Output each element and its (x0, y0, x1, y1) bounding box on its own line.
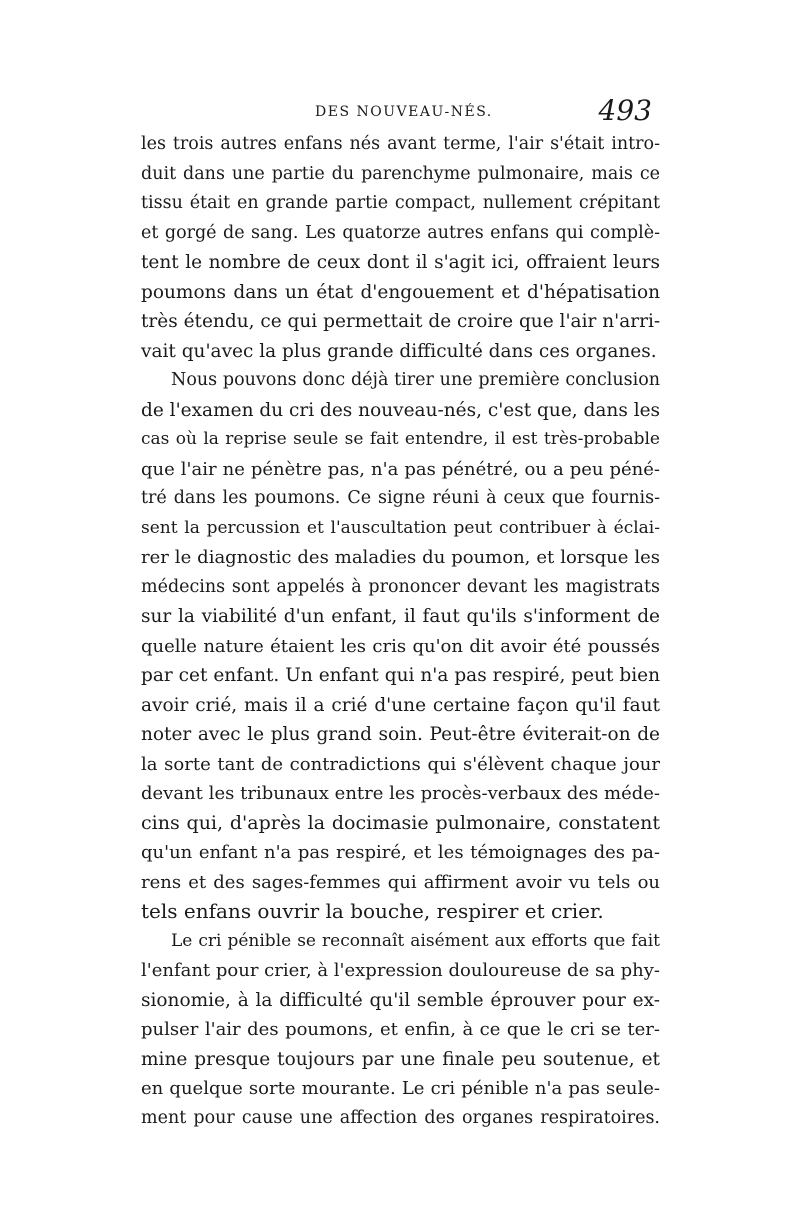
text-line: par cet enfant. Un enfant qui n'a pas respiré, peut bien (141, 665, 660, 686)
text-line: que l'air ne pénètre pas, n'a pas pénétré, ou a peu péné- (141, 458, 660, 480)
text-line: qu'un enfant n'a pas respiré, et les témoignages des pa- (141, 842, 660, 863)
text-line: et gorgé de sang. Les quatorze autres enfans qui complè- (141, 222, 660, 243)
text-line: l'enfant pour crier, à l'expression douloureuse de sa phy- (141, 960, 661, 981)
text-line: de l'examen du cri des nouveau-nés, c'est que, dans les (141, 399, 661, 421)
text-line: tels enfans ouvrir la bouche, respirer et crier. (141, 899, 604, 923)
page-number: 493 (598, 94, 652, 127)
text-line: sionomie, à la difficulté qu'il semble éprouver pour ex- (141, 989, 660, 1011)
text-line: quelle nature étaient les cris qu'on dit avoir été poussés (141, 635, 660, 657)
text-line: très étendu, ce qui permettait de croire que l'air n'arri- (141, 311, 661, 332)
text-line: pulser l'air des poumons, et enfin, à ce que le cri se ter- (141, 1019, 660, 1040)
text-line: les trois autres enfans nés avant terme, l'air s'était intro- (141, 134, 660, 154)
text-line: devant les tribunaux entre les procès-verbaux des méde- (141, 783, 660, 804)
text-line: rer le diagnostic des maladies du poumon, et lorsque les (141, 547, 660, 568)
text-line: en quelque sorte mourante. Le cri pénible n'a pas seule- (141, 1078, 660, 1099)
text-line: vait qu'avec la plus grande difficulté dans ces organes. (141, 340, 657, 362)
text-line: médecins sont appelés à prononcer devant les magistrats (141, 576, 660, 597)
text-line: duit dans une partie du parenchyme pulmonaire, mais ce (141, 163, 660, 184)
text-line: Nous pouvons donc déjà tirer une première conclusion (171, 370, 660, 390)
text-line: noter avec le plus grand soin. Peut-être éviterait-on de (141, 724, 660, 745)
text-line: rens et des sages-femmes qui affirment avoir vu tels ou (141, 871, 660, 893)
text-line: ment pour cause une affection des organes respiratoires. (141, 1107, 660, 1128)
text-line: poumons dans un état d'engouement et d'hépatisation (141, 281, 660, 303)
text-line: tré dans les poumons. Ce signe réuni à ceux que fournis- (141, 488, 660, 508)
text-line: tissu était en grande partie compact, nullement crépitant (141, 193, 660, 213)
text-line: mine presque toujours par une finale peu soutenue, et (141, 1048, 660, 1070)
text-line: sent la percussion et l'auscultation peut contribuer à éclai- (141, 517, 660, 538)
running-head: DES NOUVEAU-NÉS. (315, 104, 493, 120)
text-line: Le cri pénible se reconnaît aisément aux efforts que fait (171, 930, 660, 951)
text-line: cas où la reprise seule se fait entendre, il est très-probable (141, 429, 660, 449)
text-line: la sorte tant de contradictions qui s'élèvent chaque jour (141, 753, 660, 775)
page-header (140, 94, 660, 130)
text-line: avoir crié, mais il a crié d'une certaine façon qu'il faut (141, 694, 660, 716)
text-line: cins qui, d'après la docimasie pulmonaire, constatent (141, 811, 660, 834)
body-text (141, 130, 660, 1133)
text-line: sur la viabilité d'un enfant, il faut qu'ils s'informent de (141, 606, 660, 627)
text-line: tent le nombre de ceux dont il s'agit ici, offraient leurs (141, 252, 660, 273)
